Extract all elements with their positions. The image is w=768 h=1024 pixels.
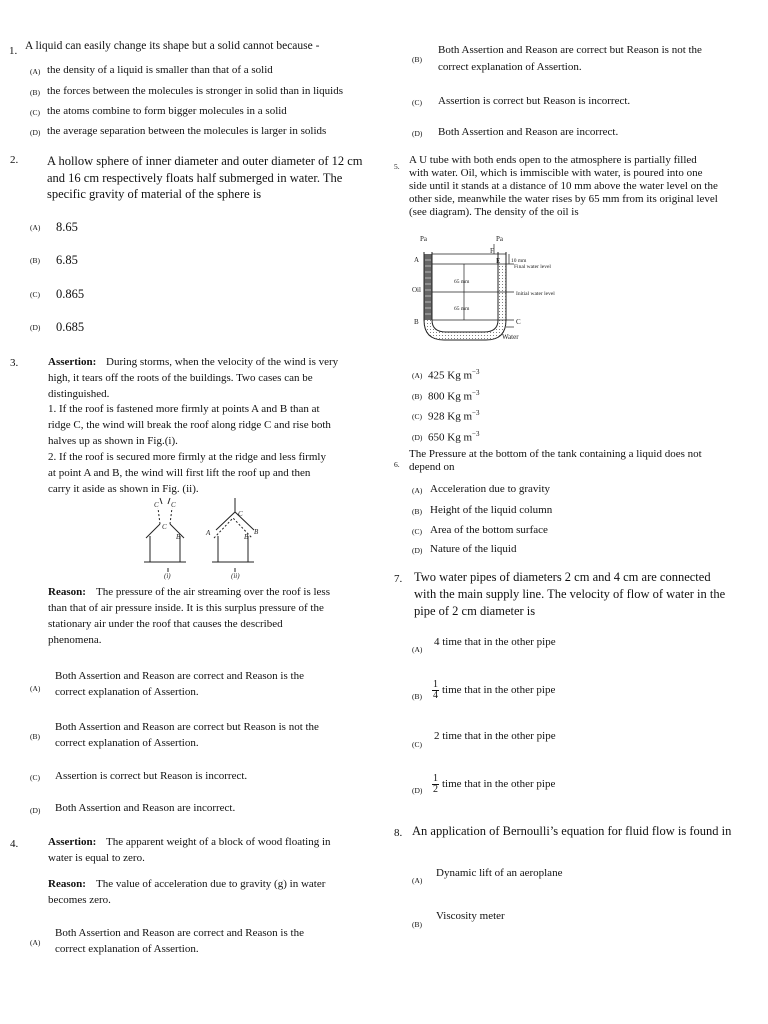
option-b[interactable]: 6.85: [56, 253, 78, 267]
assertion-label: Assertion:: [48, 356, 97, 368]
option-a[interactable]: the density of a liquid is smaller than that of a solid: [47, 64, 273, 76]
option-label: (B): [30, 88, 40, 97]
label-b: B: [414, 318, 419, 326]
question-number: 3.: [10, 357, 19, 369]
question-line: and 16 cm respectively floats half submerged in water. The: [47, 171, 343, 185]
question-number: 6.: [394, 460, 400, 469]
question-number: 7.: [394, 573, 403, 585]
option-label: (A): [412, 486, 423, 495]
label-c: C: [516, 318, 521, 326]
option-b[interactable]: correct explanation of Assertion.: [438, 61, 582, 73]
option-label: (B): [412, 392, 422, 401]
option-label: (A): [30, 223, 41, 232]
assertion-line: During storms, when the velocity of the wind is very: [106, 356, 339, 368]
option-a[interactable]: 4 time that in the other pipe: [434, 636, 556, 648]
option-label: (C): [30, 290, 40, 299]
label-65mm-top: 65 mm: [454, 279, 470, 285]
option-label: (C): [412, 527, 422, 536]
option-label: (A): [412, 645, 423, 654]
option-d[interactable]: Nature of the liquid: [430, 543, 517, 555]
reason-line: than that of air pressure inside. It is this surplus pressure of the: [48, 602, 324, 614]
reason-line: becomes zero.: [48, 894, 111, 906]
option-c[interactable]: 928 Kg $m^{-3}$: [428, 409, 480, 423]
assertion-line: distinguished.: [48, 388, 110, 400]
option-b[interactable]: $\frac{1}{4}$ time that in the other pipe: [433, 679, 556, 701]
question-line: A hollow sphere of inner diameter and outer diameter of 12 cm: [47, 154, 363, 168]
fig-label-b: B: [244, 533, 249, 541]
question-line: The Pressure at the bottom of the tank containing a liquid does not: [409, 448, 702, 460]
fig-label-c: C: [238, 510, 243, 518]
option-label: (D): [30, 128, 41, 137]
option-a[interactable]: 425 Kg $m^{-3}$: [428, 368, 480, 382]
u-tube-diagram: [414, 232, 584, 352]
question-line: (see diagram). The density of the oil is: [409, 206, 579, 218]
question-number: 1.: [9, 45, 18, 57]
question-line: pipe of 2 cm diameter is: [414, 604, 536, 618]
label-10mm: 10 mm: [511, 258, 527, 264]
fig-label-b: B: [254, 528, 259, 536]
option-a[interactable]: 8.65: [56, 220, 78, 234]
option-c[interactable]: 2 time that in the other pipe: [434, 730, 556, 742]
option-label: (B): [412, 920, 422, 929]
question-number: 4.: [10, 838, 19, 850]
fig-label-b: B: [176, 533, 181, 541]
label-f: F: [490, 247, 494, 255]
option-label: (C): [412, 98, 422, 107]
assertion-line: carry it aside as shown in Fig. (ii).: [48, 483, 199, 495]
fig-caption-i: (i): [164, 572, 171, 580]
option-d[interactable]: 0.685: [56, 320, 85, 334]
option-label: (B): [30, 732, 40, 741]
option-label: (A): [412, 876, 423, 885]
reason-label: Reason:: [48, 586, 86, 598]
assertion-line: halves up as shown in Fig.(i).: [48, 435, 178, 447]
label-water: Water: [502, 333, 519, 341]
assertion-line: 1. If the roof is fastened more firmly at points A and B than at: [48, 403, 320, 415]
question-line: depend on: [409, 461, 455, 473]
option-b[interactable]: Both Assertion and Reason are correct but Reason is not the: [438, 44, 702, 56]
fig-label-c: C: [154, 501, 159, 509]
label-pa-right: Pa: [496, 235, 503, 243]
question-line: with the main supply line. The velocity of flow of water in the: [414, 587, 726, 601]
label-initial-level: Initial water level: [516, 291, 555, 297]
label-a: A: [414, 256, 420, 264]
option-b[interactable]: 800 Kg $m^{-3}$: [428, 389, 480, 403]
label-e: E: [496, 257, 501, 265]
option-a[interactable]: correct explanation of Assertion.: [55, 686, 199, 698]
assertion-label: Assertion:: [48, 836, 97, 848]
assertion-line: The apparent weight of a block of wood floating in: [106, 836, 331, 848]
question-text: An application of Bernoulli’s equation for fluid flow is found in: [412, 824, 732, 838]
option-label: (A): [412, 371, 423, 380]
option-label: (A): [30, 938, 41, 947]
question-line: side until it stands at a distance of 10 mm above the water level on the: [409, 180, 718, 192]
option-b[interactable]: Both Assertion and Reason are correct but Reason is not the: [55, 721, 319, 733]
option-d[interactable]: Both Assertion and Reason are incorrect.: [55, 802, 236, 814]
option-label: (C): [412, 412, 422, 421]
reason-line: The pressure of the air streaming over the roof is less: [96, 586, 330, 598]
question-line: with water. Oil, which is immiscible with water, is poured into one: [409, 167, 703, 179]
roof-figure: [138, 496, 278, 580]
option-c[interactable]: the atoms combine to form bigger molecules in a solid: [47, 105, 287, 117]
option-label: (A): [30, 684, 41, 693]
reason-label: Reason:: [48, 878, 86, 890]
option-label: (C): [30, 108, 40, 117]
option-d[interactable]: Both Assertion and Reason are incorrect.: [438, 126, 619, 138]
question-line: specific gravity of material of the sphere is: [47, 187, 262, 201]
reason-line: phenomena.: [48, 634, 102, 646]
question-line: other side, meanwhile the water rises by 65 mm from its original level: [409, 193, 718, 205]
option-label: (D): [30, 323, 41, 332]
option-c[interactable]: Area of the bottom surface: [430, 524, 548, 536]
assertion-line: at point A and B, the wind will first lift the roof up and then: [48, 467, 311, 479]
question-number: 8.: [394, 827, 403, 839]
option-label: (D): [412, 433, 423, 442]
option-a[interactable]: Both Assertion and Reason are correct and Reason is the: [55, 670, 304, 682]
fig-label-c: C: [162, 523, 167, 531]
question-line: A U tube with both ends open to the atmosphere is partially filled: [409, 154, 697, 166]
reason-line: The value of acceleration due to gravity (g) in water: [96, 878, 326, 890]
option-label: (B): [30, 256, 40, 265]
question-text: A liquid can easily change its shape but a solid cannot because -: [25, 40, 320, 52]
option-b[interactable]: Viscosity meter: [436, 910, 505, 922]
fig-caption-ii: (ii): [231, 572, 240, 580]
option-a[interactable]: Both Assertion and Reason are correct and Reason is the: [55, 927, 304, 939]
label-final-level: Final water level: [514, 264, 551, 270]
label-oil: Oil: [412, 286, 421, 294]
option-label: (D): [30, 806, 41, 815]
reason-line: stationary air under the roof that causes the described: [48, 618, 283, 630]
assertion-line: high, it tears off the roots of the buildings. Two cases can be: [48, 372, 313, 384]
option-d[interactable]: 650 Kg $m^{-3}$: [428, 430, 480, 444]
question-line: Two water pipes of diameters 2 cm and 4 cm are connected: [414, 570, 711, 584]
option-label: (D): [412, 786, 423, 795]
option-label: (D): [412, 546, 423, 555]
option-label: (C): [30, 773, 40, 782]
option-a[interactable]: correct explanation of Assertion.: [55, 943, 199, 955]
option-label: (B): [412, 692, 422, 701]
option-label: (D): [412, 129, 423, 138]
option-label: (B): [412, 55, 422, 64]
option-b[interactable]: correct explanation of Assertion.: [55, 737, 199, 749]
option-a[interactable]: Dynamic lift of an aeroplane: [436, 867, 563, 879]
question-number: 5.: [394, 162, 400, 171]
fig-label-a: A: [206, 529, 211, 537]
option-b[interactable]: Height of the liquid column: [430, 504, 553, 516]
option-a[interactable]: Acceleration due to gravity: [430, 483, 551, 495]
option-c[interactable]: Assertion is correct but Reason is incorrect.: [55, 770, 248, 782]
option-d[interactable]: $\frac{1}{2}$ time that in the other pipe: [433, 773, 556, 795]
option-c[interactable]: 0.865: [56, 287, 85, 301]
fig-label-c: C: [171, 501, 176, 509]
option-d[interactable]: the average separation between the molecules is larger in solids: [47, 125, 327, 137]
assertion-line: ridge C, the wind will break the roof along ridge C and rise both: [48, 419, 331, 431]
assertion-line: 2. If the roof is secured more firmly at the ridge and less firmly: [48, 451, 326, 463]
option-label: (A): [30, 67, 41, 76]
option-c[interactable]: Assertion is correct but Reason is incorrect.: [438, 95, 631, 107]
label-pa-left: Pa: [420, 235, 427, 243]
question-number: 2.: [10, 154, 19, 166]
assertion-line: water is equal to zero.: [48, 852, 145, 864]
option-label: (C): [412, 740, 422, 749]
label-65mm-bottom: 65 mm: [454, 306, 470, 312]
option-label: (B): [412, 507, 422, 516]
option-b[interactable]: the forces between the molecules is stronger in solid than in liquids: [47, 85, 344, 97]
